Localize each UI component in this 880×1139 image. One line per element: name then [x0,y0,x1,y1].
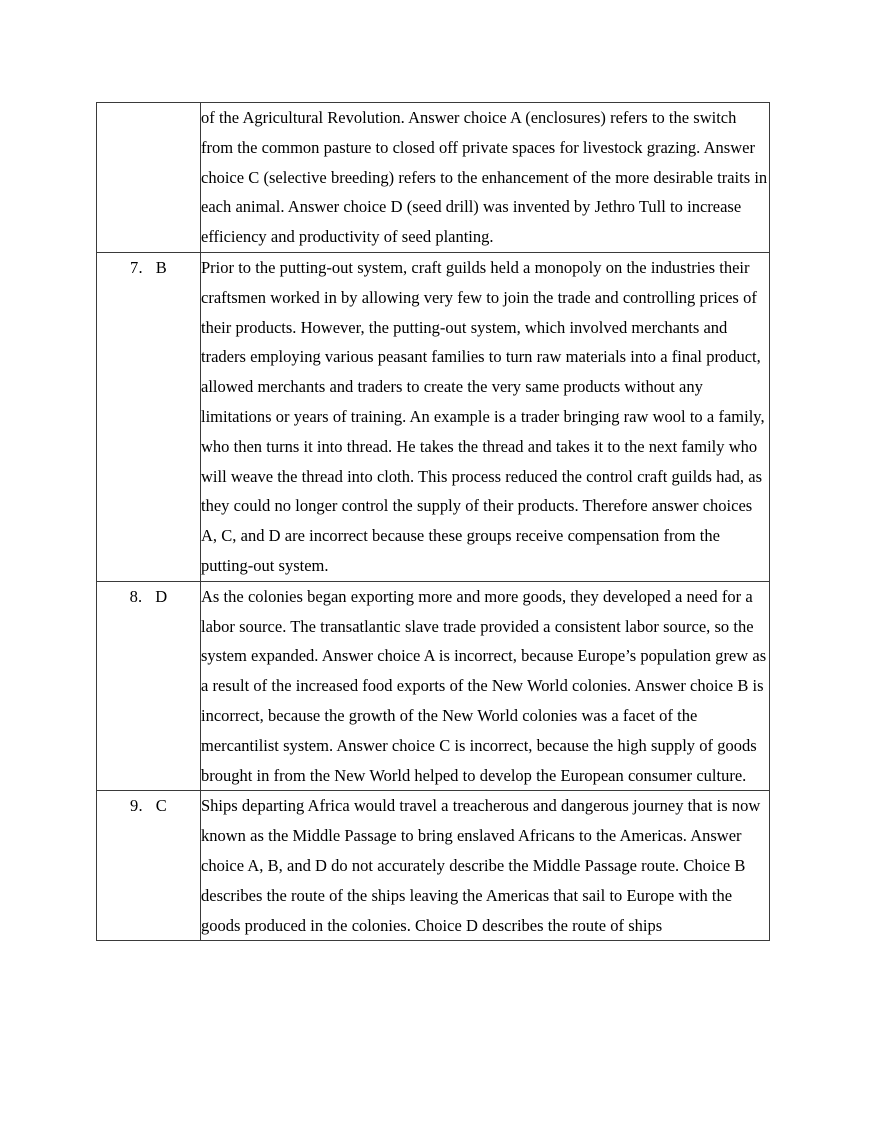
explanation-cell [201,252,770,581]
table-row [97,252,770,581]
question-answer-key: 9. C [130,796,167,816]
explanation-text: As the colonies began exporting more and more goods, they developed a need for a labor source. The transatlantic slave trade provided a consistent labor source, so the system expanded. Answer choice A is incorrect, because Europe’s population grew as a result of the increased food exports of the New World colonies. Answer choice B is incorrect, because the growth of the New World colonies was a facet of the mercantilist system. Answer choice C is incorrect, because the high supply of goods brought in from the New World helped to develop the European consumer culture. [201,586,767,785]
table-row [97,581,770,791]
explanation-text: Ships departing Africa would travel a treacherous and dangerous journey that is now known as the Middle Passage to bring enslaved Africans to the Americas. Answer choice A, B, and D do not accurately describe the Middle Passage route. Choice B describes the route of the ships leaving the Americas that sail to Europe with the goods produced in the colonies. Choice D describes the route of ships [201,796,761,935]
question-answer-cell [97,252,201,581]
table-row [97,791,770,941]
explanation-text: of the Agricultural Revolution. Answer choice A (enclosures) refers to the switch from the common pasture to closed off private spaces for livestock grazing. Answer choice C (selective breeding) refers to the enhancement of the more desirable traits in each animal. Answer choice D (seed drill) was invented by Jethro Tull to increase efficiency and productivity of seed planting. [201,108,768,247]
explanation-cell [201,103,770,253]
question-answer-key: 7. B [130,257,167,277]
answer-explanations-table [96,102,770,941]
explanation-cell [201,581,770,791]
question-answer-key: 8. D [129,586,168,606]
question-answer-cell [97,103,201,253]
explanation-text: Prior to the putting-out system, craft guilds held a monopoly on the industries their craftsmen worked in by allowing very few to join the trade and controlling prices of their products. However, the putting-out system, which involved merchants and traders employing various peasant families to turn raw materials into a final product, allowed merchants and traders to create the very same products without any limitations or years of training. An example is a trader bringing raw wool to a family, who then turns it into thread. He takes the thread and takes it to the next family who will weave the thread into cloth. This process reduced the control craft guilds had, as they could no longer control the supply of their products. Therefore answer choices A, C, and D are incorrect because these groups receive compensation from the putting-out system. [201,257,765,575]
question-answer-cell [97,581,201,791]
table-row [97,103,770,253]
explanation-cell [201,791,770,941]
question-answer-cell [97,791,201,941]
table-body [97,103,770,941]
